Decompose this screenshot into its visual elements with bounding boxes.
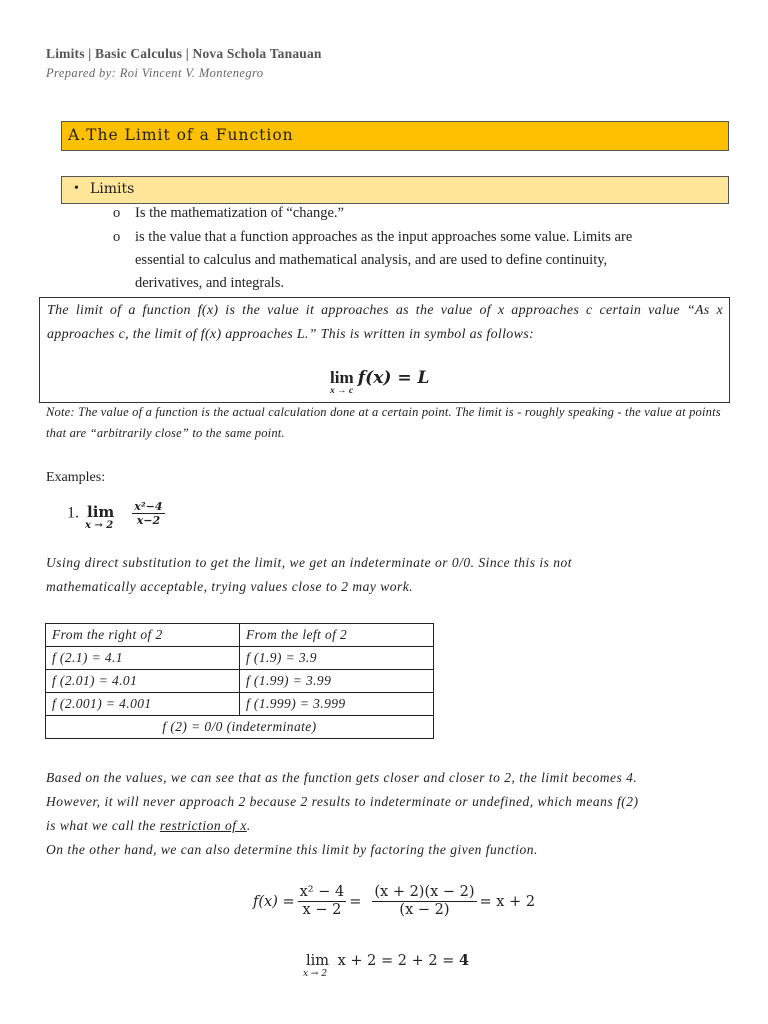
- list-marker: o: [113, 205, 121, 221]
- table-footer-cell: f (2) = 0/0 (indeterminate): [46, 716, 434, 739]
- lim-operator: lim: [330, 368, 354, 387]
- definition-box: [39, 297, 730, 403]
- table-header-cell: From the left of 2: [240, 624, 434, 647]
- limit-expression: f(x) = L: [357, 368, 430, 388]
- lim-operator: lim: [87, 503, 115, 522]
- equation-rhs: = x + 2: [479, 893, 536, 910]
- section-heading-bar: [61, 121, 729, 151]
- table-row: [46, 670, 434, 693]
- fraction: [132, 500, 164, 527]
- paragraph-line: However, it will never approach 2 because 2 results to indeterminate or undefined, which means f(2): [46, 794, 639, 809]
- paragraph-line: mathematically acceptable, trying values close to 2 may work.: [46, 579, 414, 594]
- paragraph-substitution: [46, 551, 726, 599]
- definition-text: The limit of a function f(x) is the value it approaches as the value of x approaches c certain value “As x approaches c, the limit of f(x) approaches L.” This is written in symbol as follows:: [47, 303, 723, 342]
- paragraph-analysis: [46, 766, 726, 862]
- paragraph-line: Using direct substitution to get the limit, we get an indeterminate or 0/0. Since this is not: [46, 555, 572, 570]
- fraction-denominator: x−2: [136, 514, 161, 528]
- fraction-numerator: x² − 4: [298, 884, 347, 902]
- table-row: [46, 647, 434, 670]
- table-cell: f (2.01) = 4.01: [46, 670, 240, 693]
- list-item-line: essential to calculus and mathematical analysis, and are used to define continuity,: [135, 252, 608, 268]
- lim-subscript: x → c: [330, 386, 354, 396]
- fraction-numerator: x²−4: [134, 500, 163, 513]
- paragraph-line: On the other hand, we can also determine this limit by factoring the given function.: [46, 842, 538, 857]
- lim-subscript: x → 2: [303, 969, 328, 979]
- final-limit-equation: [303, 952, 470, 979]
- list-item-text: Is the mathematization of “change.”: [135, 205, 344, 221]
- subsection-heading-bar: [61, 176, 729, 204]
- table-row: [46, 693, 434, 716]
- bullet-marker: •: [74, 181, 79, 196]
- fraction-denominator: x − 2: [302, 902, 342, 919]
- list-item-line: is the value that a function approaches as the input approaches some value. Limits are: [135, 229, 633, 245]
- equals-sign: =: [349, 893, 362, 910]
- table-header-row: [46, 624, 434, 647]
- equation-lhs: f(x) =: [253, 893, 295, 910]
- lim-subscript: x → 2: [85, 520, 114, 532]
- example-1: [67, 500, 165, 532]
- paragraph-line: Based on the values, we can see that as the function gets closer and closer to 2, the limit becomes 4.: [46, 770, 638, 785]
- document-header-author: Prepared by: Roi Vincent V. Montenegro: [46, 66, 264, 80]
- values-table: [45, 623, 434, 739]
- example-number: 1.: [67, 504, 79, 522]
- fraction: [372, 884, 476, 920]
- table-cell: f (1.9) = 3.9: [240, 647, 434, 670]
- lim-operator: lim: [306, 953, 330, 969]
- fraction-numerator: (x + 2)(x − 2): [372, 884, 476, 902]
- list-item: [135, 226, 715, 295]
- fraction-denominator: (x − 2): [399, 902, 450, 919]
- table-cell: f (1.999) = 3.999: [240, 693, 434, 716]
- table-cell: f (1.99) = 3.99: [240, 670, 434, 693]
- limit-answer: 4: [458, 952, 470, 969]
- document-header-title: Limits | Basic Calculus | Nova Schola Tanauan: [46, 46, 322, 61]
- restriction-term: restriction of x: [159, 818, 247, 833]
- list-item-line: derivatives, and integrals.: [135, 275, 284, 291]
- table-cell: f (2.1) = 4.1: [46, 647, 240, 670]
- paragraph-line: [46, 814, 726, 838]
- limit-expression: x + 2 = 2 + 2 =: [337, 953, 455, 969]
- section-title: A.The Limit of a Function: [68, 126, 294, 144]
- paragraph-text: is what we call the: [46, 818, 160, 833]
- examples-label: Examples:: [46, 470, 106, 485]
- note-text: Note: The value of a function is the actual calculation done at a certain point. The limit is - roughly speaking - the value at points that are “arbitrarily close” to the same point.: [46, 405, 721, 440]
- table-header-cell: From the right of 2: [46, 624, 240, 647]
- subsection-title: Limits: [90, 181, 135, 197]
- factoring-equation: [253, 884, 535, 920]
- list-marker: o: [113, 229, 121, 245]
- paragraph-text: .: [246, 818, 251, 833]
- limit-formula: [330, 368, 430, 396]
- table-cell: f (2.001) = 4.001: [46, 693, 240, 716]
- table-footer-row: [46, 716, 434, 739]
- fraction: [298, 884, 347, 920]
- list-item: [135, 202, 715, 225]
